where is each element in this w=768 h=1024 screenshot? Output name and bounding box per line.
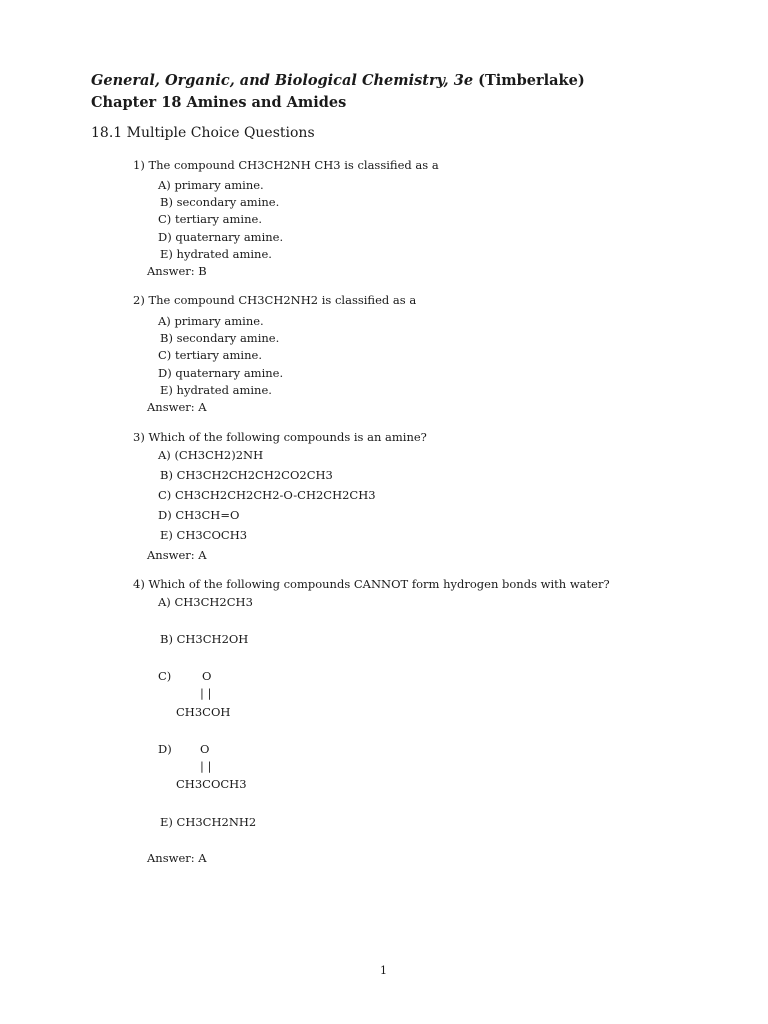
question-4-option-c-oxygen: O xyxy=(202,669,212,683)
question-4-option-c-double-bond: | | xyxy=(200,686,212,700)
question-1-option-d: D) quaternary amine. xyxy=(158,230,284,244)
page-number: 1 xyxy=(380,964,387,977)
question-3-option-d: D) CH3CH=O xyxy=(158,508,240,522)
section-heading: 18.1 Multiple Choice Questions xyxy=(91,125,315,141)
question-2-answer: Answer: A xyxy=(147,400,207,414)
book-title-line xyxy=(91,72,585,89)
question-4-option-c-label: C) xyxy=(158,669,172,683)
question-4-option-c-formula: CH3COH xyxy=(176,705,231,719)
question-2-option-d: D) quaternary amine. xyxy=(158,366,284,380)
question-4-answer: Answer: A xyxy=(147,851,207,865)
question-4-option-a: A) CH3CH2CH3 xyxy=(158,595,253,609)
question-3-option-b: B) CH3CH2CH2CH2CO2CH3 xyxy=(160,468,333,482)
question-4-option-b: B) CH3CH2OH xyxy=(160,632,249,646)
question-4-option-d-double-bond: | | xyxy=(200,759,212,773)
question-2-option-e: E) hydrated amine. xyxy=(160,383,272,397)
question-3-stem: 3) Which of the following compounds is an amine? xyxy=(133,430,427,444)
question-1-option-b: B) secondary amine. xyxy=(160,195,280,209)
question-1-option-a: A) primary amine. xyxy=(158,178,264,192)
book-title: General, Organic, and Biological Chemistry, 3e xyxy=(91,72,474,89)
question-2-option-c: C) tertiary amine. xyxy=(158,348,262,362)
question-3-option-a: A) (CH3CH2)2NH xyxy=(158,448,264,462)
question-4-option-d-oxygen: O xyxy=(200,742,210,756)
question-1-stem: 1) The compound CH3CH2NH CH3 is classified as a xyxy=(133,158,439,172)
question-4-option-d-label: D) xyxy=(158,742,172,756)
question-4-option-d-formula: CH3COCH3 xyxy=(176,777,247,791)
question-3-option-c: C) CH3CH2CH2CH2-O-CH2CH2CH3 xyxy=(158,488,376,502)
question-3-answer: Answer: A xyxy=(147,548,207,562)
question-3-option-e: E) CH3COCH3 xyxy=(160,528,248,542)
question-1-answer: Answer: B xyxy=(147,264,207,278)
question-2-stem: 2) The compound CH3CH2NH2 is classified as a xyxy=(133,293,417,307)
question-4-stem: 4) Which of the following compounds CANNOT form hydrogen bonds with water? xyxy=(133,577,610,591)
book-author: (Timberlake) xyxy=(478,72,585,89)
question-4-option-e: E) CH3CH2NH2 xyxy=(160,815,257,829)
question-2-option-a: A) primary amine. xyxy=(158,314,264,328)
chapter-title: Chapter 18 Amines and Amides xyxy=(91,94,347,111)
question-1-option-e: E) hydrated amine. xyxy=(160,247,272,261)
question-1-option-c: C) tertiary amine. xyxy=(158,212,262,226)
question-2-option-b: B) secondary amine. xyxy=(160,331,280,345)
